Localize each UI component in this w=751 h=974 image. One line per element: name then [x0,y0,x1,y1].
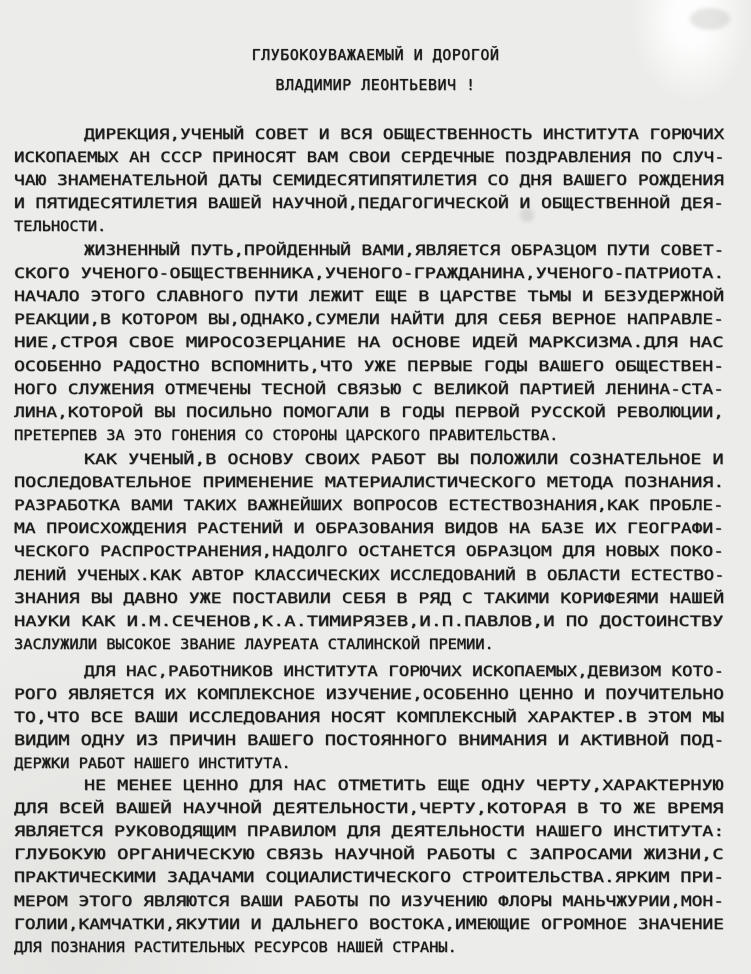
letter-line: ДЛЯ ПОЗНАНИЯ РАСТИТЕЛЬНЫХ РЕСУРСОВ НАШЕЙ СТРАНЫ. [14,938,457,956]
letter-line: ДЛЯ НАС,РАБОТНИКОВ ИНСТИТУТА ГОРЮЧИХ ИСКОПАЕМЫХ,ДЕВИЗОМ КОТО- [84,663,724,680]
letter-line: ДИРЕКЦИЯ,УЧЕНЫЙ СОВЕТ И ВСЯ ОБЩЕСТВЕННОСТЬ ИНСТИТУТА ГОРЮЧИХ [84,126,725,143]
letter-line: ЛИНА,КОТОРОЙ ВЫ ПОСИЛЬНО ПОМОГАЛИ В ГОДЫ ПЕРВОЙ РУССКОЙ РЕВОЛЮЦИИ, [14,403,724,421]
salutation-line-2: ВЛАДИМИР ЛЕОНТЬЕВИЧ ! [275,76,476,94]
letter-line: ПРАКТИЧЕСКИМИ ЗАДАЧАМИ СОЦИАЛИСТИЧЕСКОГО СТРОИТЕЛЬСТВА.ЯРКИМ ПРИ- [14,869,725,887]
letter-line: ПРЕТЕРПЕВ ЗА ЭТО ГОНЕНИЯ СО СТОРОНЫ ЦАРСКОГО ПРАВИТЕЛЬСТВА. [14,426,559,444]
letter-line: РОГО ЯВЛЯЕТСЯ ИХ КОМПЛЕКСНОЕ ИЗУЧЕНИЕ,ОСОБЕННО ЦЕННО И ПОУЧИТЕЛЬНО [14,686,724,704]
letter-line: НАУКИ КАК И.М.СЕЧЕНОВ,К.А.ТИМИРЯЗЕВ,И.П.ПАВЛОВ,И ПО ДОСТОИНСТВУ [14,612,724,630]
letter-line: НЕ МЕНЕЕ ЦЕННО ДЛЯ НАС ОТМЕТИТЬ ЕЩЕ ОДНУ ЧЕРТУ,ХАРАКТЕРНУЮ [84,777,724,794]
letter-line: ЖИЗНЕННЫЙ ПУТЬ,ПРОЙДЕННЫЙ ВАМИ,ЯВЛЯЕТСЯ ОБРАЗЦОМ ПУТИ СОВЕТ- [84,242,725,259]
letter-line: НАЧАЛО ЭТОГО СЛАВНОГО ПУТИ ЛЕЖИТ ЕЩЕ В ЦАРСТВЕ ТЬМЫ И БЕЗУДЕРЖНОЙ [14,288,725,306]
letter-line: РАЗРАБОТКА ВАМИ ТАКИХ ВАЖНЕЙШИХ ВОПРОСОВ ЕСТЕСТВОЗНАНИЯ,КАК ПРОБЛЕ- [14,497,724,515]
letter-line: МЕРОМ ЭТОГО ЯВЛЯЮТСЯ ВАШИ РАБОТЫ ПО ИЗУЧЕНИЮ ФЛОРЫ МАНЬЧЖУРИИ,МОН- [14,892,724,910]
salutation-line-1: ГЛУБОКОУВАЖАЕМЫЙ И ДОРОГОЙ [251,46,500,64]
letter-line: ЧАЮ ЗНАМЕНАТЕЛЬНОЙ ДАТЫ СЕМИДЕСЯТИПЯТИЛЕТИЯ СО ДНЯ ВАШЕГО РОЖДЕНИЯ [14,172,724,190]
letter-line: ИСКОПАЕМЫХ АН СССР ПРИНОСЯТ ВАМ СВОИ СЕРДЕЧНЫЕ ПОЗДРАВЛЕНИЯ ПО СЛУЧ- [14,149,725,167]
paper-smudge [690,8,730,30]
letter-line: ТЕЛЬНОСТИ. [14,218,107,236]
letter-line: КАК УЧЕНЫЙ,В ОСНОВУ СВОИХ РАБОТ ВЫ ПОЛОЖИЛИ СОЗНАТЕЛЬНОЕ И [84,451,724,468]
letter-line: ТО,ЧТО ВСЕ ВАШИ ИССЛЕДОВАНИЯ НОСЯТ КОМПЛЕКСНЫЙ ХАРАКТЕР.В ЭТОМ МЫ [14,709,725,727]
letter-line: ГОЛИИ,КАМЧАТКИ,ЯКУТИИ И ДАЛЬНЕГО ВОСТОКА,ИМЕЮЩИЕ ОГРОМНОЕ ЗНАЧЕНИЕ [14,915,724,933]
letter-line: ЛЕНИЙ УЧЕНЫХ.КАК АВТОР КЛАССИЧЕСКИХ ИССЛЕДОВАНИЙ В ОБЛАСТИ ЕСТЕСТВО- [14,566,725,584]
letter-line: РЕАКЦИИ,В КОТОРОМ ВЫ,ОДНАКО,СУМЕЛИ НАЙТИ ДЛЯ СЕБЯ ВЕРНОЕ НАПРАВЛЕ- [14,311,724,329]
letter-line: ЯВЛЯЕТСЯ РУКОВОДЯЩИМ ПРАВИЛОМ ДЛЯ ДЕЯТЕЛЬНОСТИ НАШЕГО ИНСТИТУТА: [14,823,725,841]
letter-line: ПОСЛЕДОВАТЕЛЬНОЕ ПРИМЕНЕНИЕ МАТЕРИАЛИСТИЧЕСКОГО МЕТОДА ПОЗНАНИЯ. [14,474,725,492]
letter-line: МА ПРОИСХОЖДЕНИЯ РАСТЕНИЙ И ОБРАЗОВАНИЯ ВИДОВ НА БАЗЕ ИХ ГЕОГРАФИ- [14,520,724,538]
letter-line: ЗНАНИЯ ВЫ ДАВНО УЖЕ ПОСТАВИЛИ СЕБЯ В РЯД С ТАКИМИ КОРИФЕЯМИ НАШЕЙ [14,589,725,607]
letter-line: И ПЯТИДЕСЯТИЛЕТИЯ ВАШЕЙ НАУЧНОЙ,ПЕДАГОГИЧЕСКОЙ И ОБЩЕСТВЕННОЙ ДЕЯ- [14,195,724,213]
letter-line: ЗАСЛУЖИЛИ ВЫСОКОЕ ЗВАНИЕ ЛАУРЕАТА СТАЛИНСКОЙ ПРЕМИИ. [14,635,494,653]
letter-line: ЧЕСКОГО РАСПРОСТРАНЕНИЯ,НАДОЛГО ОСТАНЕТСЯ ОБРАЗЦОМ ДЛЯ НОВЫХ ПОКО- [14,543,724,561]
letter-line: НОГО СЛУЖЕНИЯ ОТМЕЧЕНЫ ТЕСНОЙ СВЯЗЬЮ С ВЕЛИКОЙ ПАРТИЕЙ ЛЕНИНА-СТА- [14,380,724,398]
letter-line: НИЕ,СТРОЯ СВОЕ МИРОСОЗЕРЦАНИЕ НА ОСНОВЕ ИДЕЙ МАРКСИЗМА.ДЛЯ НАС [14,334,724,352]
letter-line: ОСОБЕННО РАДОСТНО ВСПОМНИТЬ,ЧТО УЖЕ ПЕРВЫЕ ГОДЫ ВАШЕГО ОБЩЕСТВЕН- [14,357,725,375]
letter-line: ГЛУБОКУЮ ОРГАНИЧЕСКУЮ СВЯЗЬ НАУЧНОЙ РАБОТЫ С ЗАПРОСАМИ ЖИЗНИ,С [14,846,724,864]
letter-line: ДЛЯ ВСЕЙ ВАШЕЙ НАУЧНОЙ ДЕЯТЕЛЬНОСТИ,ЧЕРТУ,КОТОРАЯ В ТО ЖЕ ВРЕМЯ [14,800,724,818]
letter-line: СКОГО УЧЕНОГО-ОБЩЕСТВЕННИКА,УЧЕНОГО-ГРАЖДАНИНА,УЧЕНОГО-ПАТРИОТА. [14,265,725,283]
letter-line: ВИДИМ ОДНУ ИЗ ПРИЧИН ВАШЕГО ПОСТОЯННОГО ВНИМАНИЯ И АКТИВНОЙ ПОД- [14,732,725,750]
letter-line: ДЕРЖКИ РАБОТ НАШЕГО ИНСТИТУТА. [14,755,291,773]
